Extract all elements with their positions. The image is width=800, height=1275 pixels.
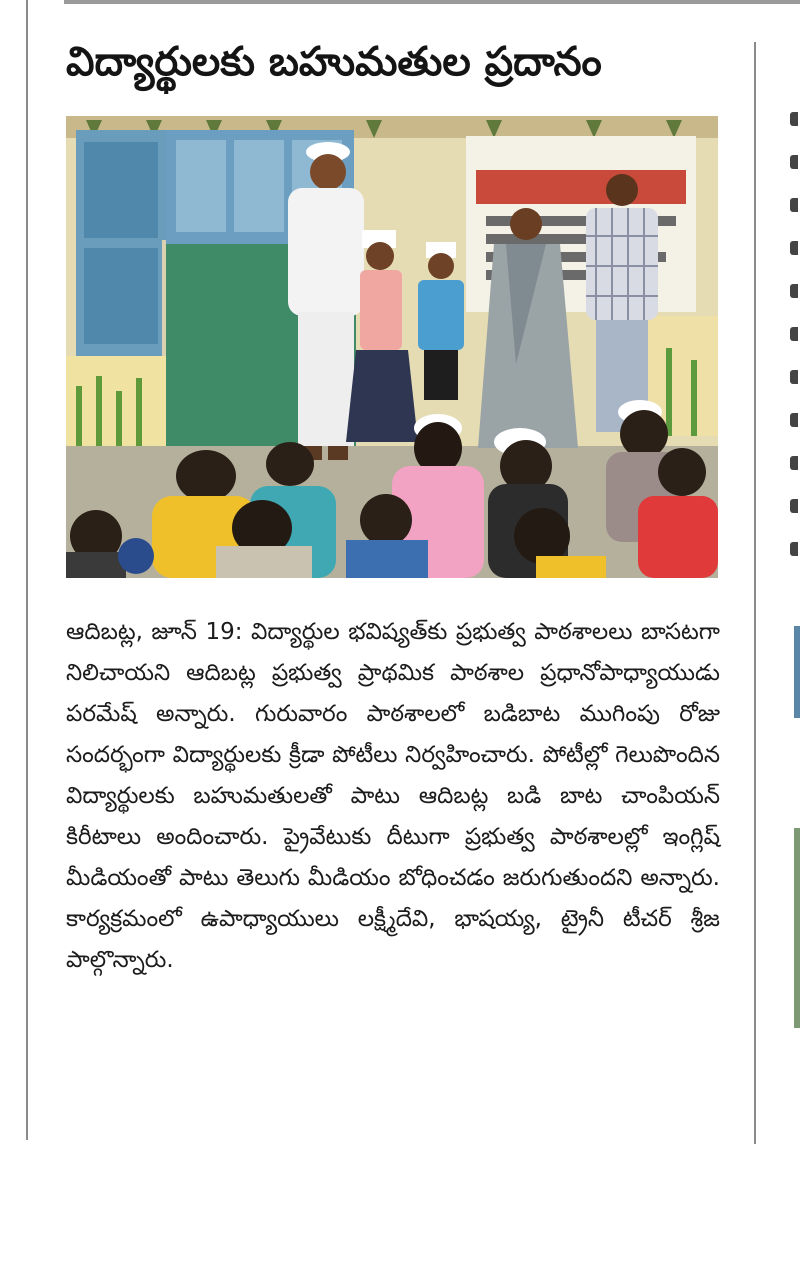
adjacent-column-text-edge (790, 112, 800, 612)
article-headline: విద్యార్థులకు బహుమతుల ప్రదానం (66, 39, 602, 85)
adjacent-column-photo-edge (794, 828, 800, 1028)
article-photo (66, 116, 718, 578)
adjacent-column-photo-edge (794, 626, 800, 718)
photo-illustration (66, 116, 718, 578)
left-column-rule (26, 0, 28, 1140)
top-rule (64, 0, 800, 4)
right-column-rule (754, 42, 756, 1144)
article-body: ఆదిబట్ల, జూన్ 19: విద్యార్థుల భవిష్యత్‌కు ప్రభుత్వ పాఠశాలలు బాసటగా నిలిచాయని ఆదిబట్ల ప్రభుత్వ ప్రాథమిక పాఠశాల ప్రధానోపాధ్యాయుడు పరమేష్ అన్నారు. గురువారం పాఠశాలలో బడిబాట ముగింపు రోజు సందర్భంగా విద్యార్థులకు క్రీడా పోటీలు నిర్వహించారు. పోటీల్లో గెలుపొందిన విద్యార్థులకు బహుమతులతో పాటు ఆదిబట్ల బడి బాట చాంపియన్ కిరీటాలు అందించారు. ప్రైవేటుకు దీటుగా ప్రభుత్వ పాఠశాలల్లో ఇంగ్లిష్ మీడియంతో పాటు తెలుగు మీడియం బోధించడం జరుగుతుందని అన్నారు. కార్యక్రమంలో ఉపాధ్యాయులు లక్ష్మీదేవి, భాషయ్య, ట్రైనీ టీచర్ శ్రీజ పాల్గొన్నారు. (66, 619, 720, 973)
